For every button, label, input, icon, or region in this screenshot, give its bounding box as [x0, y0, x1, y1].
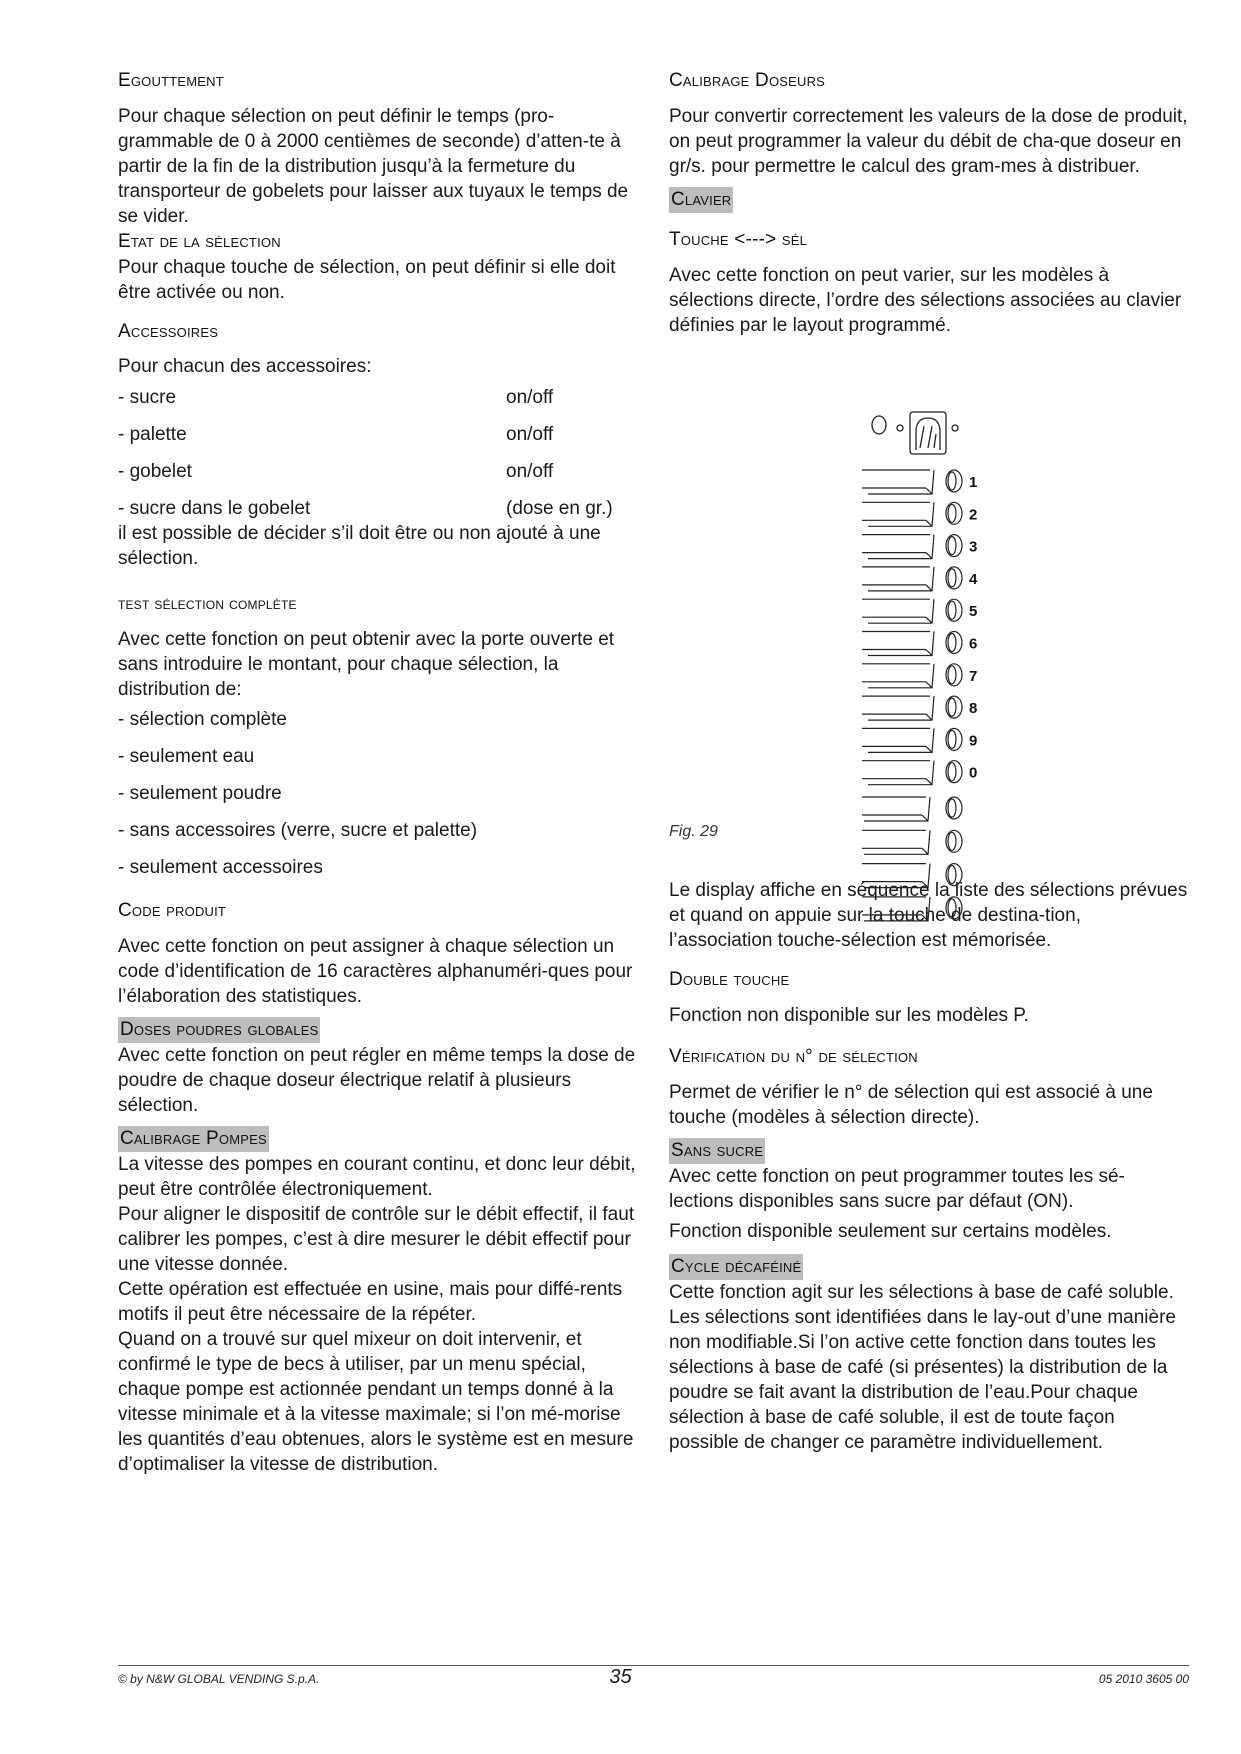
selection-key — [862, 830, 962, 854]
accessory-row — [118, 496, 638, 521]
accessory-value: (dose en gr.) — [506, 498, 613, 519]
figure-caption: Fig. 29 — [669, 823, 718, 840]
key-led-inner — [948, 601, 956, 619]
text-doses-poudres: Avec cette fonction on peut régler en même temps la dose de poudre de chaque doseur électrique relatif à plusieurs sélection. — [118, 1045, 636, 1116]
key-led-inner — [948, 472, 956, 490]
text-pompes-4: Quand on a trouvé sur quel mixeur on doit intervenir, et confirmé le type de becs à utiliser, par un menu spécial, chaque pompe est actionnée pendant un temps donné à la vitesse minimale et à la vitesse maximale; si l’on mé-morise les quantités d’eau obtenues, alors le système est en mesure d’optimaliser la vitesse de distribution. — [118, 1329, 634, 1475]
accessory-row — [118, 422, 638, 447]
key-outline — [862, 728, 934, 752]
key-number: 5 — [969, 603, 978, 621]
heading-touche-sel: Touche <---> sél — [669, 229, 808, 250]
left-column — [118, 66, 638, 1477]
text-cycle-decafeine: Cette fonction agit sur les sélections à base de café soluble. Les sélections sont identifiées dans le lay-out d’une manière non modifiable.Si l’on active cette fonction dans toutes les sélections à base de café (si présentes) la distribution de la poudre se fait avant la distribution de l’eau.Pour chaque sélection à base de café soluble, il est de toute façon possible de changer ce paramètre individuellement. — [669, 1282, 1176, 1453]
key-number: 3 — [969, 538, 978, 556]
heading-double-touche: Double touche — [669, 969, 790, 990]
text-verification: Permet de vérifier le n° de sélection qui est associé à une touche (modèles à sélection directe). — [669, 1082, 1153, 1128]
text-sans-sucre-2: Fonction disponible seulement sur certains modèles. — [669, 1221, 1112, 1242]
heading-egouttement: Egouttement — [118, 70, 224, 91]
selection-key — [862, 470, 977, 494]
selection-key — [862, 567, 978, 591]
accessory-name: - palette — [118, 424, 187, 445]
selection-key — [862, 761, 977, 785]
text-pompes-1: La vitesse des pompes en courant continu, et donc leur débit, peut être contrôlée électroniquement. — [118, 1154, 636, 1200]
key-outline — [862, 761, 934, 785]
key-number: 2 — [969, 506, 978, 524]
accessory-name: - sucre — [118, 387, 177, 408]
key-led-inner — [948, 537, 956, 555]
heading-etat-selection: Etat de la sélection — [118, 231, 281, 252]
key-outline — [862, 864, 930, 888]
text-touche-sel: Avec cette fonction on peut varier, sur les modèles à sélections directe, l’ordre des sélections associées au clavier définies par le layout programmé. — [669, 265, 1182, 336]
list-item: - seulement poudre — [118, 783, 282, 804]
key-led-inner — [948, 832, 956, 850]
key-led-inner — [948, 763, 956, 781]
page-number: 35 — [609, 1666, 632, 1688]
key-outline — [862, 632, 934, 656]
accessory-name: - sucre dans le gobelet — [118, 498, 311, 519]
accessory-value: on/off — [506, 424, 554, 445]
accessory-row — [118, 459, 638, 484]
key-led-inner — [948, 504, 956, 522]
selection-key — [862, 535, 977, 559]
accessory-row — [118, 385, 638, 410]
keypad-figure — [862, 410, 1012, 970]
key-outline — [862, 897, 930, 921]
footer-copyright: © by N&W GLOBAL VENDING S.p.A. — [118, 1672, 320, 1686]
selection-key — [862, 599, 977, 623]
heading-verification: Vérification du n° de sélection — [669, 1046, 918, 1067]
key-number: 8 — [969, 700, 978, 718]
text-pompes-2: Pour aligner le dispositif de contrôle sur le débit effectif, il faut calibrer les pompes, c’est à dire mesurer le débit effectif pour une vitesse donnée. — [118, 1204, 635, 1275]
key-led-inner — [948, 730, 956, 748]
key-led-inner — [948, 899, 956, 917]
accessory-name: - gobelet — [118, 461, 192, 482]
heading-test-selection: test sélection complète — [118, 594, 297, 613]
key-led-inner — [948, 866, 956, 884]
selection-key — [862, 728, 977, 752]
selection-key — [862, 502, 977, 526]
heading-cycle-decafeine: Cycle décaféiné — [669, 1254, 803, 1280]
key-outline — [862, 599, 934, 623]
key-number: 1 — [969, 474, 978, 491]
text-accessoires-intro: Pour chacun des accessoires: — [118, 356, 372, 377]
heading-clavier: Clavier — [669, 187, 733, 213]
key-outline — [862, 502, 934, 526]
heading-calibrage-doseurs: Calibrage Doseurs — [669, 70, 826, 91]
key-led-inner — [948, 666, 956, 684]
key-number: 9 — [969, 732, 978, 750]
accessory-value: on/off — [506, 461, 554, 482]
key-outline — [862, 696, 934, 720]
key-led-inner — [948, 799, 956, 817]
text-calibrage-doseurs: Pour convertir correctement les valeurs de la dose de produit, on peut programmer la valeur du débit de cha-que doseur en gr/s. pour permettre le calcul des gram-mes à distribuer. — [669, 106, 1188, 177]
footer-document-code: 05 2010 3605 00 — [1098, 1672, 1189, 1686]
heading-doses-poudres: Doses poudres globales — [118, 1017, 320, 1043]
key-led-inner — [948, 698, 956, 716]
list-item: - sans accessoires (verre, sucre et palette) — [118, 820, 478, 841]
selection-key — [862, 897, 962, 921]
key-number: 7 — [969, 667, 978, 685]
key-led-inner — [948, 634, 956, 652]
text-display: Le display affiche en séquence la liste des sélections prévues et quand on appuie sur la touche de destina-tion, l’association touche-sélection est mémorisée. — [669, 880, 1188, 951]
selection-key — [862, 797, 962, 821]
key-outline — [862, 664, 934, 688]
key-number: 6 — [969, 635, 978, 653]
heading-sans-sucre: Sans sucre — [669, 1138, 765, 1164]
key-outline — [862, 797, 930, 821]
key-outline — [862, 830, 930, 854]
selection-key — [862, 632, 977, 656]
text-code-produit: Avec cette fonction on peut assigner à chaque sélection un code d’identification de 16 caractères alphanuméri-ques pour l’élaboration des statistiques. — [118, 936, 633, 1007]
key-led-inner — [948, 569, 956, 587]
coin-slot-icon — [872, 412, 958, 454]
list-item: - seulement eau — [118, 746, 255, 767]
selection-key — [862, 864, 962, 888]
key-outline — [862, 470, 934, 494]
heading-calibrage-pompes: Calibrage Pompes — [118, 1126, 269, 1152]
key-number: 0 — [969, 764, 978, 782]
text-pompes-3: Cette opération est effectuée en usine, mais pour diffé-rents motifs il peut être nécessaire de la répéter. — [118, 1279, 623, 1325]
list-item: - sélection complète — [118, 709, 287, 730]
text-double-touche: Fonction non disponible sur les modèles P. — [669, 1005, 1029, 1026]
text-etat-selection: Pour chaque touche de sélection, on peut définir si elle doit être activée ou non. — [118, 257, 616, 303]
list-item: - seulement accessoires — [118, 857, 323, 878]
selection-key — [862, 664, 977, 688]
accessory-value: on/off — [506, 387, 554, 408]
key-outline — [862, 535, 934, 559]
heading-accessoires: Accessoires — [118, 321, 219, 342]
key-number: 4 — [969, 570, 978, 588]
text-test-selection: Avec cette fonction on peut obtenir avec la porte ouverte et sans introduire le montant, pour chaque sélection, la distribution de: — [118, 629, 615, 700]
text-sans-sucre-1: Avec cette fonction on peut programmer toutes les sé-lections disponibles sans sucre par défaut (ON). — [669, 1166, 1125, 1212]
selection-key — [862, 696, 977, 720]
text-accessoires-outro: il est possible de décider s’il doit être ou non ajouté à une sélection. — [118, 523, 601, 569]
text-egouttement: Pour chaque sélection on peut définir le temps (pro-grammable de 0 à 2000 centièmes de seconde) d’atten-te à partir de la fin de la distribution jusqu’à la fermeture du transporteur de gobelets pour laisser aux tuyaux le temps de se vider. — [118, 106, 629, 227]
heading-code-produit: Code produit — [118, 900, 227, 921]
key-outline — [862, 567, 934, 591]
